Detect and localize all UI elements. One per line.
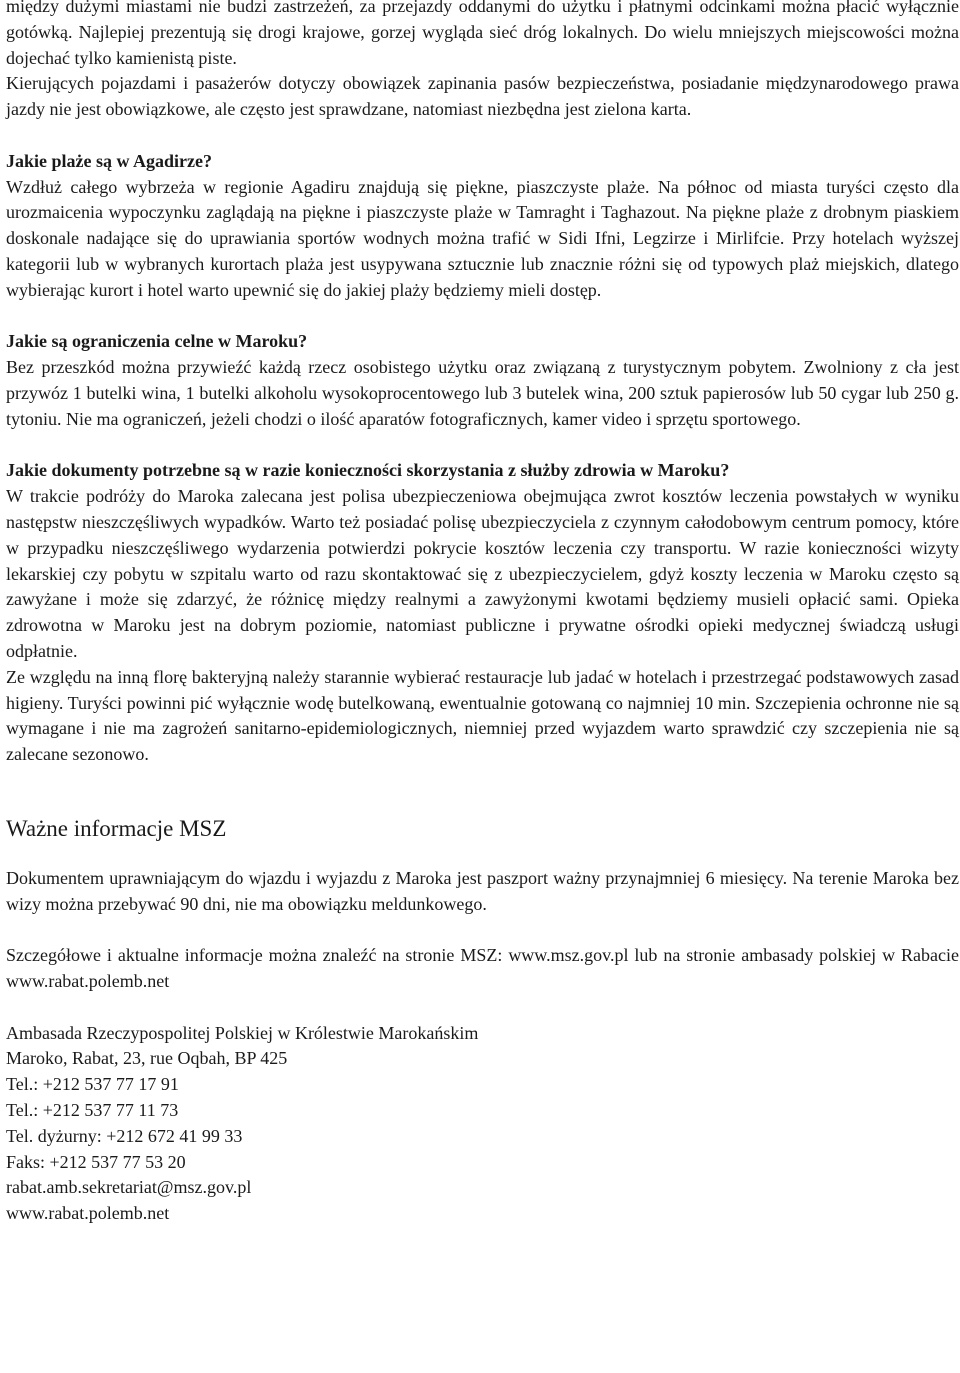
document-page [6, 0, 959, 1227]
intro-paragraph-roads: między dużymi miastami nie budzi zastrzeżeń, za przejazdy oddanymi do użytku i płatnymi odcinkami można płacić wyłącznie gotówką. Najlepiej prezentują się drogi krajowe, gorzej wygląda sieć dróg lokalnych. Do wielu mniejszych miejscowości można dojechać tylko kamienistą piste. [6, 0, 959, 68]
spacer [6, 433, 959, 459]
answer-paragraph-health-insurance: W trakcie podróży do Maroka zalecana jest polisa ubezpieczeniowa obejmująca zwrot kosztów leczenia powstałych w wyniku następstw nieszczęśliwych wypadków. Warto też posiadać polisę ubezpieczyciela z czynnym całodobowym centrum pomocy, które w przypadku nieszczęśliwego wydarzenia potwierdzi pokrycie kosztów leczenia czy transportu. W razie konieczności wizyty lekarskiej czy pobytu w szpitalu warto od razu skontaktować się z ubezpieczycielem, gdyż koszty leczenia w Maroku często są zawyżane i może się zdarzyć, że różnicę między realnymi a zawyżonymi kwotami będziemy musieli opłacić sami. Opieka zdrowotna w Maroku jest na dobrym poziomie, natomiast publiczne i prywatne ośrodki opieki medycznej świadczą usługi odpłatnie. [6, 486, 959, 661]
answer-paragraph-health-hygiene: Ze względu na inną florę bakteryjną należy starannie wybierać restauracje lub jadać w hotelach i przestrzegać podstawowych zasad higieny. Turyści powinni pić wyłącznie wodę butelkowaną, ewentualnie gotowaną co najmniej 10 min. Szczepienia ochronne nie są wymagane i nie ma zagrożeń sanitarno-epidemiologicznych, niemniej przed wyjazdem warto sprawdzić czy szczepienia nie są zalecane sezonowo. [6, 666, 959, 765]
question-heading-health: Jakie dokumenty potrzebne są w razie konieczności skorzystania z służby zdrowia w Maroku? [6, 460, 730, 481]
embassy-phone-2: Tel.: +212 537 77 11 73 [6, 1100, 179, 1121]
spacer [6, 768, 959, 814]
embassy-name: Ambasada Rzeczypospolitej Polskiej w Królestwie Marokańskim [6, 1022, 479, 1043]
intro-paragraph-drivers: Kierujących pojazdami i pasażerów dotyczy obowiązek zapinania pasów bezpieczeństwa, posiadanie międzynarodowego prawa jazdy nie jest obowiązkowe, ale często jest sprawdzane, natomiast niezbędna jest zielona karta. [6, 73, 959, 120]
spacer [6, 304, 959, 330]
embassy-website: www.rabat.polemb.net [6, 1203, 170, 1224]
embassy-duty-phone: Tel. dyżurny: +212 672 41 99 33 [6, 1125, 243, 1146]
spacer [6, 844, 959, 866]
embassy-contact-block [6, 1021, 959, 1227]
question-heading-customs: Jakie są ograniczenia celne w Maroku? [6, 331, 308, 352]
msz-info-paragraph: Szczegółowe i aktualne informacje można znaleźć na stronie MSZ: www.msz.gov.pl lub na stronie ambasady polskiej w Rabacie www.rabat.polemb.net [6, 945, 959, 992]
spacer [6, 918, 959, 944]
embassy-fax: Faks: +212 537 77 53 20 [6, 1151, 186, 1172]
answer-paragraph-beaches: Wzdłuż całego wybrzeża w regionie Agadiru znajdują się piękne, piaszczyste plaże. Na północ od miasta turyści często dla urozmaicenia wypoczynku zaglądają na piękne i piaszczyste plaże w Tamraght i Taghazout. Na piękne plaże z drobnym piaskiem doskonale nadające się do uprawiania sportów wodnych można trafić w Sidi Ifni, Legzirze i Mirlifcie. Przy hotelach wyższej kategorii lub w wybranych kurortach plaża jest usypywana sztucznie lub znacznie różni się od typowych plaż miejskich, dlatego wybierając kurort i hotel warto upewnić się do jakiej plaży będziemy mieli dostęp. [6, 176, 959, 300]
spacer [6, 995, 959, 1021]
embassy-address: Maroko, Rabat, 23, rue Oqbah, BP 425 [6, 1048, 288, 1069]
embassy-email: rabat.amb.sekretariat@msz.gov.pl [6, 1177, 252, 1198]
embassy-phone-1: Tel.: +212 537 77 17 91 [6, 1074, 179, 1095]
spacer [6, 123, 959, 149]
question-heading-beaches: Jakie plaże są w Agadirze? [6, 150, 212, 171]
msz-section-heading: Ważne informacje MSZ [6, 815, 227, 841]
answer-paragraph-customs: Bez przeszkód można przywieźć każdą rzecz osobistego użytku oraz związaną z turystycznym pobytem. Zwolniony z cła jest przywóz 1 butelki wina, 1 butelki alkoholu wysokoprocentowego lub 3 butelek wina, 200 sztuk papierosów lub 50 cygar lub 250 g. tytoniu. Nie ma ograniczeń, jeżeli chodzi o ilość aparatów fotograficznych, kamer video i sprzętu sportowego. [6, 357, 959, 429]
msz-passport-paragraph: Dokumentem uprawniającym do wjazdu i wyjazdu z Maroka jest paszport ważny przynajmniej 6 miesięcy. Na terenie Maroka bez wizy można przebywać 90 dni, nie ma obowiązku meldunkowego. [6, 867, 959, 914]
